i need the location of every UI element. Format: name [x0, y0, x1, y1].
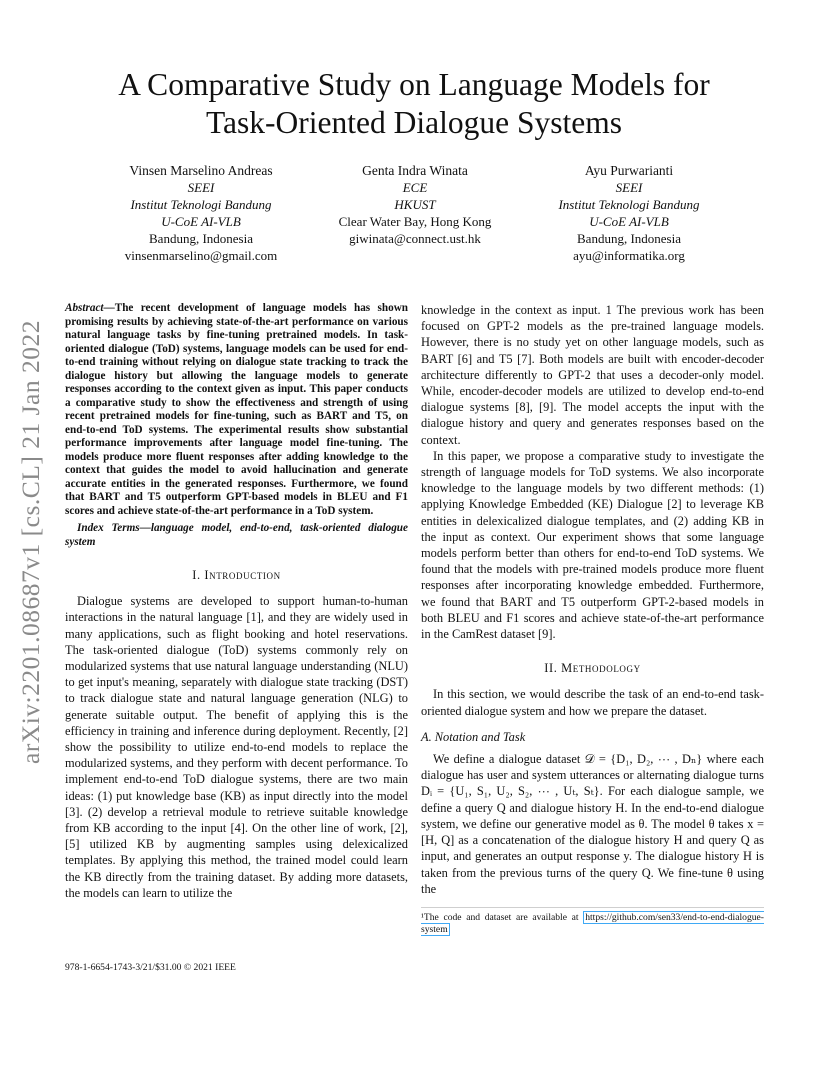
author-email: giwinata@connect.ust.hk	[349, 231, 481, 246]
title-line-2: Task-Oriented Dialogue Systems	[206, 105, 622, 140]
author-dept: ECE	[402, 180, 428, 195]
author-institution: Institut Teknologi Bandung	[558, 197, 700, 212]
author-institution: Institut Teknologi Bandung	[130, 197, 272, 212]
author-location: Bandung, Indonesia	[577, 231, 681, 246]
paper-title	[60, 66, 768, 142]
author-block-3	[504, 162, 754, 264]
method-paragraph-1: In this section, we would describe the task of an end-to-end task-oriented dialogue system and how we prepare the dataset.	[421, 687, 764, 718]
body-paragraph-1: knowledge in the context as input. 1 The previous work has been focused on GPT-2 models as the pre-trained language models. However, there is no study yet on other language models, such as BART [6] and T5 [7]. Both models are built with encoder-decoder architecture differently to GPT-2 that uses a decoder-only model. While, encoder-decoder models are utilized to develop end-to-end dialogue systems [8], [9]. The model accepts the input with the dialogue history and query and generates responses based on the context.	[421, 303, 764, 447]
footnote-text: ¹The code and dataset are available at	[421, 911, 584, 923]
subsection-heading: A. Notation and Task	[421, 729, 526, 744]
arxiv-identifier: arXiv:2201.08687v1 [cs.CL] 21 Jan 2022	[16, 320, 45, 764]
author-block-1	[76, 162, 326, 264]
author-location: Clear Water Bay, Hong Kong	[338, 214, 492, 229]
author-dept: SEEI	[187, 180, 215, 195]
title-line-1: A Comparative Study on Language Models for	[118, 67, 710, 102]
intro-paragraph: Dialogue systems are developed to support human-to-human interactions in the natural language [1], and they are widely used in many applications, such as flight booking and hotel reservations. The task-oriented dialogue (ToD) systems commonly rely on modularized systems that use natural language understanding (NLU) to get input's meaning, separately with dialogue state tracking (DST) to track dialogue state and natural language generation (NLG) to generate suitable output. The benefit of applying this is the efficiency in training and inference during deployment. Recently, [2] show the possibility to utilize end-to-end models to replace the modularized systems, and they perform with decent performance. To implement end-to-end ToD dialogue systems, there are two main ideas: (1) put knowledge base (KB) as input directly into the model [3]. (2) develop a retrieval module to retrieve suitable knowledge from KB according to the input [4]. On the other line of work, [2], [5] utilized KB by augmenting samples using delexicalized templates. By applying this method, the trained model could learn the KB directly from the training dataset. By adding more datasets, the models can learn to utilize the	[65, 594, 408, 900]
body-paragraph-2: In this paper, we propose a comparative study to investigate the strength of language models for ToD systems. We also incorporate knowledge to the language models by two different methods: (1) applying Knowledge Embedded (KE) Dialogue [2] to leverage KB entities in delexicalized dialogue templates, and (2) adding KB in the input as context. Our experiment shows that some language models perform better than others for end-to-end ToD systems. We found that the models with pre-trained models produce more fluent responses after incorporating knowledge embedded. Furthermore, we found that BART and T5 outperform GPT-2-based models in both BLEU and F1 scores and achieve state-of-the-art performance in the CamRest dataset [9].	[421, 448, 764, 642]
index-terms: Index Terms—language model, end-to-end, task-oriented dialogue system	[65, 522, 408, 548]
author-name: Ayu Purwarianti	[584, 163, 674, 178]
copyright-notice: 978-1-6654-1743-3/21/$31.00 © 2021 IEEE	[65, 962, 236, 973]
right-column	[421, 302, 764, 936]
abstract-label: Abstract	[65, 302, 104, 314]
author-email: ayu@informatika.org	[573, 248, 685, 263]
author-block-2	[290, 162, 540, 247]
abstract	[65, 302, 408, 518]
method-paragraph-2: We define a dialogue dataset 𝒟 = {D₁, D₂, ⋯ , Dₙ} where each dialogue has user and system utterances or alternating dialogue turns Dᵢ = {U₁, S₁, U₂, S₂, ⋯ , Uₜ, Sₜ}. For each dialogue sample, we define a query Q and dialogue history H. In the end-to-end dialogue system, we define our generative model as θ. The model θ takes x = [H, Q] as a concatenation of the dialogue history H and query Q as input, and generates an output response y. The dialogue history H is taken from the previous turns of the query Q. We fine-tune θ using the	[421, 752, 764, 896]
left-column	[65, 302, 408, 901]
abstract-body: —The recent development of language models has shown promising results by achieving state-of-the-art performance on various natural language tasks by fine-tuning pretrained models. In task-oriented dialogue (ToD) systems, language models can be used for end-to-end training without relying on dialogue state tracking to track the dialogue history but allowing the language models to generate responses according to the context given as input. This paper conducts a comparative study to show the effectiveness and strength of using recent pretrained models for fine-tuning, such as BART and T5, on end-to-end ToD systems. The experimental results show substantial performance improvements after language model fine-tuning. The models produce more fluent responses after adding knowledge to the context that guides the model to avoid hallucination and generate accurate entities in the generated responses. Furthermore, we found that BART and T5 outperform GPT-based models in BLEU and F1 scores and achieve state-of-the-art performance in a ToD system.	[65, 302, 408, 517]
author-email: vinsenmarselino@gmail.com	[124, 248, 278, 263]
author-dept: SEEI	[615, 180, 643, 195]
author-lab: U-CoE AI-VLB	[589, 214, 669, 229]
author-location: Bandung, Indonesia	[149, 231, 253, 246]
section-heading-methodology: II. Methodology	[544, 661, 641, 676]
footnote-link[interactable]: https://github.com/sen33/end-to-end-dialogue-system	[421, 911, 764, 935]
section-heading-introduction: I. Introduction	[192, 568, 281, 582]
footnote	[421, 907, 764, 936]
author-institution: HKUST	[394, 197, 436, 212]
author-lab: U-CoE AI-VLB	[161, 214, 241, 229]
author-name: Genta Indra Winata	[362, 163, 468, 178]
author-name: Vinsen Marselino Andreas	[129, 163, 273, 178]
